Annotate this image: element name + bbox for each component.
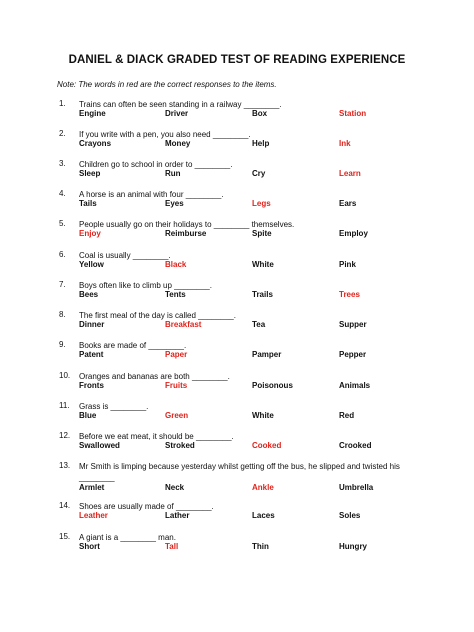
correct-answer-option: Legs	[252, 199, 271, 208]
answer-option: Supper	[339, 320, 367, 329]
answer-option: Engine	[79, 109, 106, 118]
answer-options	[0, 290, 474, 300]
question-text: Shoes are usually made of ________.	[79, 502, 214, 511]
question-number: 2.	[59, 129, 66, 138]
question-number: 5.	[59, 219, 66, 228]
answer-option: Crayons	[79, 139, 112, 148]
answer-option: Swallowed	[79, 441, 120, 450]
question-text: A giant is a ________ man.	[79, 533, 176, 542]
answer-option: Thin	[252, 542, 269, 551]
question-number: 6.	[59, 250, 66, 259]
correct-answer-option: Enjoy	[79, 229, 101, 238]
correct-answer-option: Breakfast	[165, 320, 202, 329]
answer-option: Sleep	[79, 169, 101, 178]
question-number: 9.	[59, 340, 66, 349]
question-text: Before we eat meat, it should be ________.	[79, 432, 234, 441]
answer-option: Pink	[339, 260, 356, 269]
answer-option: Eyes	[165, 199, 184, 208]
answer-option: Cry	[252, 169, 266, 178]
document-title: DANIEL & DIACK GRADED TEST OF READING EXPERIENCE	[68, 54, 406, 66]
correct-answer-option: Ink	[339, 139, 351, 148]
correct-answer-option: Learn	[339, 169, 361, 178]
answer-option: Pamper	[252, 350, 282, 359]
question-text: Mr Smith is limping because yesterday whilst getting off the bus, he slipped and twisted his ________	[79, 462, 400, 482]
answer-options	[0, 169, 474, 179]
answer-option: Dinner	[79, 320, 105, 329]
answer-options	[0, 411, 474, 421]
question-text: Trains can often be seen standing in a railway ________.	[79, 100, 282, 109]
answer-option: Soles	[339, 511, 361, 520]
answer-option: Bees	[79, 290, 99, 299]
instruction-note: Note: The words in red are the correct responses to the items.	[57, 80, 277, 89]
question-number: 8.	[59, 310, 66, 319]
question-number: 13.	[59, 461, 71, 470]
answer-options	[0, 199, 474, 209]
answer-options	[0, 483, 474, 493]
correct-answer-option: Fruits	[165, 381, 188, 390]
answer-options	[0, 139, 474, 149]
correct-answer-option: Ankle	[252, 483, 274, 492]
answer-option: Run	[165, 169, 181, 178]
answer-option: Ears	[339, 199, 357, 208]
answer-option: Pepper	[339, 350, 367, 359]
answer-option: Spite	[252, 229, 272, 238]
question-text: The first meal of the day is called ________.	[79, 311, 236, 320]
answer-option: Yellow	[79, 260, 104, 269]
answer-option: Blue	[79, 411, 97, 420]
answer-option: Umbrella	[339, 483, 374, 492]
answer-option: Fronts	[79, 381, 104, 390]
answer-option: Hungry	[339, 542, 367, 551]
answer-options	[0, 441, 474, 451]
question-text: Coal is usually ________.	[79, 251, 171, 260]
answer-options	[0, 109, 474, 119]
answer-option: Help	[252, 139, 270, 148]
question-text: Books are made of ________.	[79, 341, 187, 350]
question-text: Grass is ________.	[79, 402, 149, 411]
answer-option: Driver	[165, 109, 189, 118]
answer-option: Tents	[165, 290, 186, 299]
question-number: 12.	[59, 431, 71, 440]
answer-option: White	[252, 411, 274, 420]
answer-option: Stroked	[165, 441, 195, 450]
answer-options	[0, 260, 474, 270]
question-text: People usually go on their holidays to ________ themselves.	[79, 220, 295, 229]
question-text: Children go to school in order to ________.	[79, 160, 233, 169]
correct-answer-option: Trees	[339, 290, 360, 299]
answer-option: Money	[165, 139, 191, 148]
correct-answer-option: Cooked	[252, 441, 282, 450]
answer-options	[0, 320, 474, 330]
question-text: If you write with a pen, you also need ________.	[79, 130, 251, 139]
answer-option: Patent	[79, 350, 104, 359]
answer-option: Neck	[165, 483, 185, 492]
answer-option: Armlet	[79, 483, 105, 492]
answer-option: Crooked	[339, 441, 372, 450]
correct-answer-option: Leather	[79, 511, 108, 520]
question-number: 1.	[59, 99, 66, 108]
question-number: 15.	[59, 532, 71, 541]
answer-options	[0, 350, 474, 360]
answer-option: Tails	[79, 199, 97, 208]
correct-answer-option: Tall	[165, 542, 179, 551]
answer-option: Employ	[339, 229, 368, 238]
answer-option: Short	[79, 542, 100, 551]
answer-option: Reimburse	[165, 229, 207, 238]
correct-answer-option: Black	[165, 260, 187, 269]
question-number: 14.	[59, 501, 71, 510]
answer-option: Laces	[252, 511, 275, 520]
question-number: 4.	[59, 189, 66, 198]
answer-option: Poisonous	[252, 381, 293, 390]
answer-options	[0, 542, 474, 552]
answer-options	[0, 229, 474, 239]
correct-answer-option: Paper	[165, 350, 188, 359]
correct-answer-option: Station	[339, 109, 367, 118]
answer-option: Box	[252, 109, 268, 118]
answer-options	[0, 381, 474, 391]
question-text: Oranges and bananas are both ________.	[79, 372, 230, 381]
question-number: 11.	[59, 401, 70, 410]
answer-option: Trails	[252, 290, 273, 299]
answer-options	[0, 511, 474, 521]
question-number: 7.	[59, 280, 66, 289]
question-text: Boys often like to climb up ________.	[79, 281, 212, 290]
question-text: A horse is an animal with four ________.	[79, 190, 224, 199]
answer-option: Red	[339, 411, 355, 420]
answer-option: White	[252, 260, 274, 269]
answer-option: Tea	[252, 320, 266, 329]
question-number: 10.	[59, 371, 71, 380]
correct-answer-option: Green	[165, 411, 189, 420]
question-number: 3.	[59, 159, 66, 168]
answer-option: Lather	[165, 511, 190, 520]
answer-option: Animals	[339, 381, 371, 390]
